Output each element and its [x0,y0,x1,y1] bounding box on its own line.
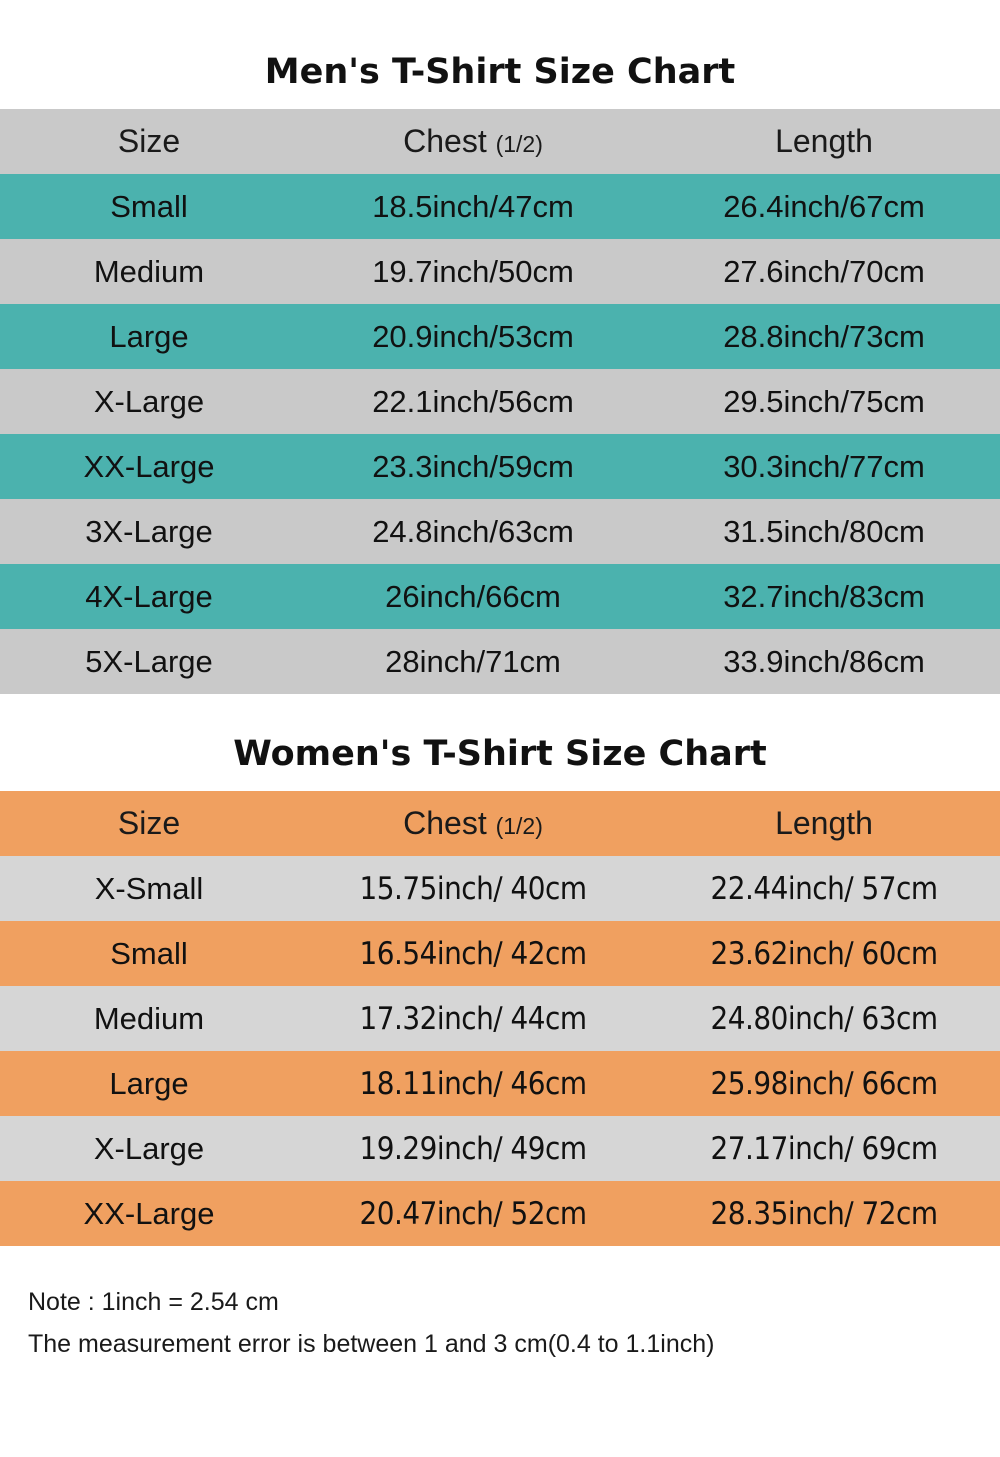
cell-length: 27.6inch/70cm [648,239,1000,304]
header-chest [298,791,648,856]
header-size-label: Size [117,123,181,159]
table-row [0,1181,1000,1246]
header-length [648,791,1000,856]
table-row [0,369,1000,434]
table-row [0,174,1000,239]
note-measurement-error: The measurement error is between 1 and 3 cm(0.4 to 1.1inch) [28,1330,715,1359]
cell-size: XX-Large [0,434,298,499]
table-row [0,856,1000,921]
header-chest-label: Chest [403,805,487,841]
cell-size: Small [0,921,298,986]
table-header-row [0,109,1000,174]
header-size-label: Size [117,805,181,841]
header-length [648,109,1000,174]
cell-length: 26.4inch/67cm [648,174,1000,239]
womens-chart-title: Women's T-Shirt Size Chart [233,734,767,774]
header-chest [298,109,648,174]
cell-length: 32.7inch/83cm [648,564,1000,629]
table-row [0,434,1000,499]
cell-length: 25.98inch/ 66cm [648,1051,1000,1116]
cell-size: X-Large [0,1116,298,1181]
table-row [0,986,1000,1051]
notes-section [0,1246,1000,1363]
womens-size-table [0,791,1000,1246]
cell-chest: 22.1inch/56cm [298,369,648,434]
cell-length: 27.17inch/ 69cm [648,1116,1000,1181]
cell-length: 23.62inch/ 60cm [648,921,1000,986]
cell-length: 28.8inch/73cm [648,304,1000,369]
header-size [0,791,298,856]
header-length-label: Length [775,805,873,841]
cell-size: Medium [0,986,298,1051]
header-chest-label: Chest [403,123,487,159]
header-chest-sublabel: (1/2) [495,813,543,839]
cell-chest: 16.54inch/ 42cm [298,921,648,986]
cell-length: 31.5inch/80cm [648,499,1000,564]
cell-chest: 20.9inch/53cm [298,304,648,369]
mens-chart-title: Men's T-Shirt Size Chart [264,52,736,92]
cell-length: 33.9inch/86cm [648,629,1000,694]
cell-length: 24.80inch/ 63cm [648,986,1000,1051]
cell-chest: 19.29inch/ 49cm [298,1116,648,1181]
cell-size: X-Large [0,369,298,434]
cell-chest: 18.11inch/ 46cm [298,1051,648,1116]
table-row [0,499,1000,564]
table-row [0,304,1000,369]
cell-chest: 17.32inch/ 44cm [298,986,648,1051]
cell-length: 28.35inch/ 72cm [648,1181,1000,1246]
cell-size: Small [0,174,298,239]
table-row [0,1116,1000,1181]
cell-length: 29.5inch/75cm [648,369,1000,434]
cell-length: 22.44inch/ 57cm [648,856,1000,921]
cell-chest: 28inch/71cm [298,629,648,694]
cell-size: XX-Large [0,1181,298,1246]
header-chest-sublabel: (1/2) [495,131,543,157]
table-header-row [0,791,1000,856]
cell-size: 5X-Large [0,629,298,694]
cell-size: 4X-Large [0,564,298,629]
cell-chest: 20.47inch/ 52cm [298,1181,648,1246]
cell-size: Large [0,304,298,369]
table-row [0,921,1000,986]
note-conversion: Note : 1inch = 2.54 cm [28,1288,279,1316]
cell-chest: 19.7inch/50cm [298,239,648,304]
table-row [0,1051,1000,1116]
header-size [0,109,298,174]
cell-size: Medium [0,239,298,304]
cell-chest: 23.3inch/59cm [298,434,648,499]
table-row [0,629,1000,694]
cell-chest: 24.8inch/63cm [298,499,648,564]
cell-size: X-Small [0,856,298,921]
cell-chest: 26inch/66cm [298,564,648,629]
header-length-label: Length [775,123,873,159]
cell-length: 30.3inch/77cm [648,434,1000,499]
table-row [0,564,1000,629]
cell-size: Large [0,1051,298,1116]
table-row [0,239,1000,304]
cell-chest: 15.75inch/ 40cm [298,856,648,921]
cell-size: 3X-Large [0,499,298,564]
mens-size-table [0,109,1000,694]
cell-chest: 18.5inch/47cm [298,174,648,239]
